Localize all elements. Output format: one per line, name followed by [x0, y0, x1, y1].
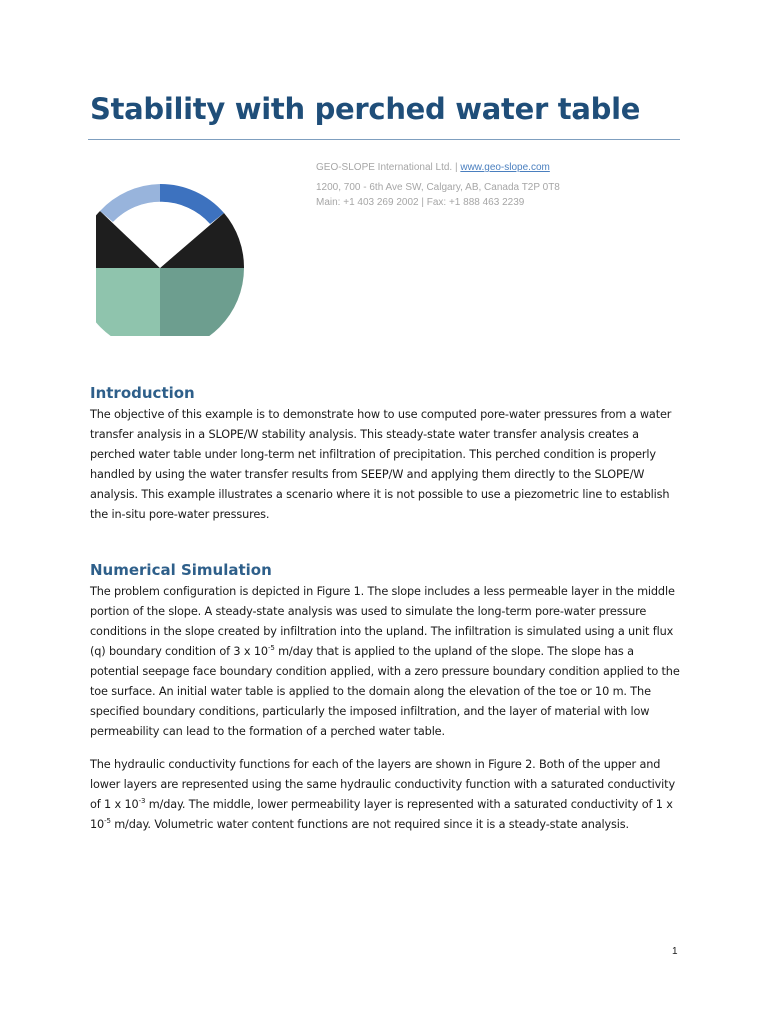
phone-line: Main: +1 403 269 2002 | Fax: +1 888 463 2239	[316, 197, 525, 208]
numerical-p2-text-a: The hydraulic conductivity functions for each of the layers are shown in Figure 2. Both of the upper and lower layers are represented using the same hydraulic conductivity function with a saturated conductivity of 1 x 10	[90, 758, 675, 811]
logo-mint-segment	[96, 268, 160, 336]
contact-block	[316, 160, 560, 210]
company-line	[316, 160, 560, 175]
numerical-p2-text-b: m/day. The middle, lower permeability layer is represented with a saturated conductivity of 1 x 10	[90, 798, 673, 831]
numerical-section	[90, 561, 680, 835]
numerical-p2-text-c: m/day. Volumetric water content functions are not required since it is a steady-state analysis.	[110, 818, 629, 831]
introduction-section	[90, 384, 680, 525]
contact-separator: |	[454, 162, 458, 173]
numerical-heading: Numerical Simulation	[90, 561, 272, 579]
introduction-paragraph: The objective of this example is to demonstrate how to use computed pore-water pressures from a water transfer analysis in a SLOPE/W stability analysis. This steady-state water transfer analysis creates a perched water table under long-term net infiltration of precipitation. This perched condition is properly handled by using the water transfer results from SEEP/W and applying them directly to the SLOPE/W analysis. This example illustrates a scenario where it is not possible to use a piezometric line to establish the in-situ pore-water pressures.	[90, 408, 672, 521]
title-divider	[88, 139, 680, 140]
numerical-p1-text-b: m/day that is applied to the upland of the slope. The slope has a potential seepage face boundary condition applied, with a zero pressure boundary condition applied to the toe surface. An initial water table is applied to the domain along the elevation of the toe or 10 m. The specified boundary conditions, particularly the imposed infiltration, and the layer of material with low permeability can lead to the formation of a perched water table.	[90, 645, 680, 738]
numerical-paragraph-1	[90, 582, 680, 742]
numerical-p2-exponent-2: -5	[104, 817, 111, 826]
address-line: 1200, 700 - 6th Ave SW, Calgary, AB, Canada T2P 0T8	[316, 182, 560, 193]
numerical-p2-exponent-1: -3	[138, 797, 146, 806]
introduction-heading: Introduction	[90, 384, 195, 402]
company-name: GEO-SLOPE International Ltd.	[316, 162, 453, 173]
numerical-p1-text-a: The problem configuration is depicted in Figure 1. The slope includes a less permeable layer in the middle portion of the slope. A steady-state analysis was used to simulate the long-term pore-water pressure conditions in the slope created by infiltration into the upland. The infiltration is simulated using a unit flux (q) boundary condition of 3 x 10	[90, 585, 675, 658]
numerical-p1-exponent: -5	[267, 644, 275, 653]
website-link[interactable]: www.geo-slope.com	[460, 162, 550, 173]
page-number: 1	[672, 946, 678, 957]
logo-mark	[96, 158, 268, 336]
page-title: Stability with perched water table	[90, 92, 641, 126]
numerical-paragraph-2	[90, 755, 680, 835]
